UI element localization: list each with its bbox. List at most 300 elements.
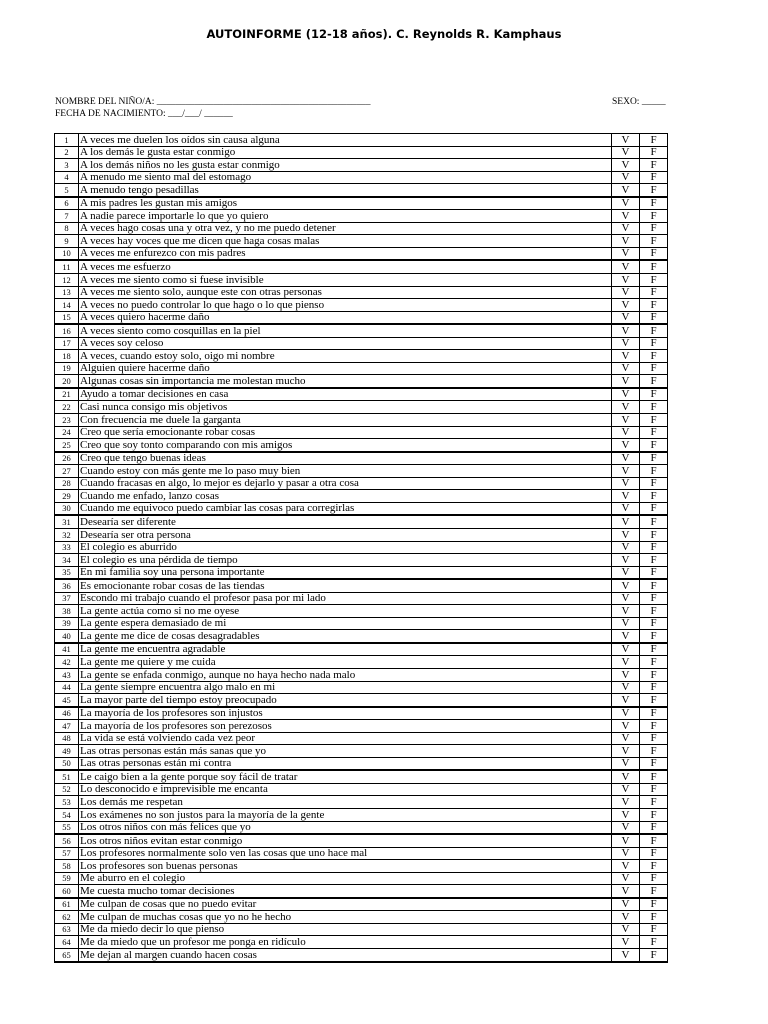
table-row: [55, 477, 668, 490]
item-number: 4: [55, 171, 79, 184]
answer-true-option[interactable]: V: [612, 299, 640, 312]
table-row: [55, 197, 668, 210]
item-number: 49: [55, 745, 79, 758]
item-statement: La gente me dice de cosas desagradables: [79, 630, 612, 643]
table-row: [55, 146, 668, 159]
answer-false-option[interactable]: F: [640, 847, 668, 860]
answer-false-option[interactable]: F: [640, 936, 668, 949]
item-statement: La gente siempre encuentra algo malo en mi: [79, 681, 612, 694]
table-row: [55, 694, 668, 707]
answer-true-option[interactable]: V: [612, 286, 640, 299]
answer-false-option[interactable]: F: [640, 375, 668, 388]
item-statement: Me cuesta mucho tomar decisiones: [79, 885, 612, 898]
table-row: [55, 720, 668, 733]
table-row: [55, 337, 668, 350]
answer-true-option[interactable]: V: [612, 210, 640, 223]
answer-true-option[interactable]: V: [612, 668, 640, 681]
item-number: 3: [55, 159, 79, 172]
table-row: [55, 630, 668, 643]
item-number: 42: [55, 656, 79, 669]
item-statement: Me da miedo decir lo que pienso: [79, 923, 612, 936]
table-row: [55, 515, 668, 528]
table-row: [55, 452, 668, 465]
answer-true-option[interactable]: V: [612, 184, 640, 197]
table-row: [55, 911, 668, 924]
answer-false-option[interactable]: F: [640, 515, 668, 528]
answer-true-option[interactable]: V: [612, 171, 640, 184]
table-row: [55, 171, 668, 184]
answer-false-option[interactable]: F: [640, 388, 668, 401]
answer-true-option[interactable]: V: [612, 375, 640, 388]
answer-false-option[interactable]: F: [640, 783, 668, 796]
answer-true-option[interactable]: V: [612, 808, 640, 821]
item-number: 50: [55, 757, 79, 770]
item-number: 12: [55, 274, 79, 287]
answer-false-option[interactable]: F: [640, 592, 668, 605]
item-number: 31: [55, 515, 79, 528]
item-statement: A veces, cuando estoy solo, oigo mi nombre: [79, 350, 612, 363]
item-statement: Es emocionante robar cosas de las tiendas: [79, 579, 612, 592]
answer-true-option[interactable]: V: [612, 401, 640, 414]
answer-true-option[interactable]: V: [612, 337, 640, 350]
answer-true-option[interactable]: V: [612, 783, 640, 796]
answer-false-option[interactable]: F: [640, 566, 668, 579]
answer-true-option[interactable]: V: [612, 579, 640, 592]
item-statement: La gente se enfada conmigo, aunque no haya hecho nada malo: [79, 668, 612, 681]
answer-false-option[interactable]: F: [640, 426, 668, 439]
answer-true-option[interactable]: V: [612, 872, 640, 885]
table-row: [55, 299, 668, 312]
answer-true-option[interactable]: V: [612, 923, 640, 936]
item-statement: A veces quiero hacerme daño: [79, 311, 612, 324]
table-row: [55, 566, 668, 579]
table-row: [55, 643, 668, 656]
answer-true-option[interactable]: V: [612, 452, 640, 465]
item-statement: A veces siento como cosquillas en la piel: [79, 324, 612, 337]
answer-false-option[interactable]: F: [640, 617, 668, 630]
answer-false-option[interactable]: F: [640, 605, 668, 618]
item-number: 1: [55, 134, 79, 147]
answer-false-option[interactable]: F: [640, 949, 668, 962]
item-number: 17: [55, 337, 79, 350]
answer-false-option[interactable]: F: [640, 720, 668, 733]
item-number: 23: [55, 414, 79, 427]
item-statement: Las otras personas están mi contra: [79, 757, 612, 770]
answer-true-option[interactable]: V: [612, 324, 640, 337]
item-statement: Creo que soy tonto comparando con mis amigos: [79, 439, 612, 452]
answer-false-option[interactable]: F: [640, 630, 668, 643]
answer-true-option[interactable]: V: [612, 770, 640, 783]
answer-false-option[interactable]: F: [640, 502, 668, 515]
answer-false-option[interactable]: F: [640, 668, 668, 681]
answer-false-option[interactable]: F: [640, 324, 668, 337]
item-number: 26: [55, 452, 79, 465]
item-statement: La mayoría de los profesores son perezosos: [79, 720, 612, 733]
answer-false-option[interactable]: F: [640, 796, 668, 809]
document-title: AUTOINFORME (12-18 años). C. Reynolds R. Kamphaus: [206, 27, 562, 41]
item-statement: Los profesores normalmente solo ven las cosas que uno hace mal: [79, 847, 612, 860]
table-row: [55, 885, 668, 898]
table-row: [55, 362, 668, 375]
item-number: 6: [55, 197, 79, 210]
answer-true-option[interactable]: V: [612, 528, 640, 541]
table-row: [55, 592, 668, 605]
item-number: 43: [55, 668, 79, 681]
item-number: 25: [55, 439, 79, 452]
table-row: [55, 286, 668, 299]
item-statement: A veces me duelen los oídos sin causa alguna: [79, 134, 612, 147]
answer-false-option[interactable]: F: [640, 528, 668, 541]
answer-false-option[interactable]: F: [640, 235, 668, 248]
answer-true-option[interactable]: V: [612, 159, 640, 172]
item-statement: A menudo tengo pesadillas: [79, 184, 612, 197]
item-number: 51: [55, 770, 79, 783]
item-statement: A veces me esfuerzo: [79, 260, 612, 273]
item-statement: A mis padres les gustan mis amigos: [79, 197, 612, 210]
answer-true-option[interactable]: V: [612, 720, 640, 733]
item-number: 62: [55, 911, 79, 924]
answer-false-option[interactable]: F: [640, 656, 668, 669]
answer-true-option[interactable]: V: [612, 681, 640, 694]
table-row: [55, 260, 668, 273]
item-number: 65: [55, 949, 79, 962]
item-statement: La gente me quiere y me cuida: [79, 656, 612, 669]
answer-true-option[interactable]: V: [612, 707, 640, 720]
answer-false-option[interactable]: F: [640, 923, 668, 936]
item-statement: Cuando me equivoco puedo cambiar las cosas para corregirlas: [79, 502, 612, 515]
answer-true-option[interactable]: V: [612, 247, 640, 260]
item-number: 54: [55, 808, 79, 821]
item-number: 33: [55, 541, 79, 554]
table-row: [55, 757, 668, 770]
item-statement: La gente me encuentra agradable: [79, 643, 612, 656]
answer-false-option[interactable]: F: [640, 834, 668, 847]
answer-false-option[interactable]: F: [640, 362, 668, 375]
answer-false-option[interactable]: F: [640, 210, 668, 223]
answer-false-option[interactable]: F: [640, 770, 668, 783]
answer-false-option[interactable]: F: [640, 184, 668, 197]
answer-true-option[interactable]: V: [612, 362, 640, 375]
item-number: 56: [55, 834, 79, 847]
answer-false-option[interactable]: F: [640, 134, 668, 147]
answer-true-option[interactable]: V: [612, 235, 640, 248]
table-row: [55, 821, 668, 834]
table-row: [55, 770, 668, 783]
answer-true-option[interactable]: V: [612, 134, 640, 147]
answer-true-option[interactable]: V: [612, 936, 640, 949]
item-statement: Los profesores son buenas personas: [79, 860, 612, 873]
answer-true-option[interactable]: V: [612, 515, 640, 528]
table-row: [55, 656, 668, 669]
answer-false-option[interactable]: F: [640, 643, 668, 656]
answer-true-option[interactable]: V: [612, 643, 640, 656]
table-row: [55, 936, 668, 949]
item-statement: Los demás me respetan: [79, 796, 612, 809]
item-number: 34: [55, 554, 79, 567]
answer-true-option[interactable]: V: [612, 911, 640, 924]
answer-false-option[interactable]: F: [640, 286, 668, 299]
item-statement: Cuando me enfado, lanzo cosas: [79, 490, 612, 503]
item-number: 46: [55, 707, 79, 720]
answer-true-option[interactable]: V: [612, 617, 640, 630]
item-number: 40: [55, 630, 79, 643]
table-row: [55, 668, 668, 681]
item-number: 27: [55, 465, 79, 478]
item-number: 48: [55, 732, 79, 745]
table-row: [55, 502, 668, 515]
item-number: 20: [55, 375, 79, 388]
answer-false-option[interactable]: F: [640, 477, 668, 490]
answer-true-option[interactable]: V: [612, 732, 640, 745]
answer-false-option[interactable]: F: [640, 350, 668, 363]
table-row: [55, 554, 668, 567]
item-number: 63: [55, 923, 79, 936]
item-statement: Con frecuencia me duele la garganta: [79, 414, 612, 427]
item-statement: Le caigo bien a la gente porque soy fácil de tratar: [79, 770, 612, 783]
item-statement: El colegio es una pérdida de tiempo: [79, 554, 612, 567]
table-row: [55, 401, 668, 414]
table-row: [55, 745, 668, 758]
item-statement: Creo que sería emocionante robar cosas: [79, 426, 612, 439]
answer-true-option[interactable]: V: [612, 745, 640, 758]
item-statement: Cuando estoy con más gente me lo paso muy bien: [79, 465, 612, 478]
item-number: 53: [55, 796, 79, 809]
item-statement: Desearía ser otra persona: [79, 528, 612, 541]
answer-false-option[interactable]: F: [640, 247, 668, 260]
table-row: [55, 796, 668, 809]
item-statement: Ayudo a tomar decisiones en casa: [79, 388, 612, 401]
item-statement: Me dejan al margen cuando hacen cosas: [79, 949, 612, 962]
item-number: 32: [55, 528, 79, 541]
answer-true-option[interactable]: V: [612, 656, 640, 669]
item-number: 15: [55, 311, 79, 324]
answer-true-option[interactable]: V: [612, 274, 640, 287]
answer-false-option[interactable]: F: [640, 732, 668, 745]
item-statement: A veces me siento solo, aunque este con otras personas: [79, 286, 612, 299]
child-name-field[interactable]: NOMBRE DEL NIÑO/A: _____________________________________________: [55, 97, 371, 107]
item-statement: La mayor parte del tiempo estoy preocupado: [79, 694, 612, 707]
answer-true-option[interactable]: V: [612, 490, 640, 503]
answer-false-option[interactable]: F: [640, 541, 668, 554]
answer-true-option[interactable]: V: [612, 414, 640, 427]
table-row: [55, 808, 668, 821]
item-statement: Los otros niños evitan estar conmigo: [79, 834, 612, 847]
answer-false-option[interactable]: F: [640, 299, 668, 312]
table-row: [55, 490, 668, 503]
item-statement: Casi nunca consigo mis objetivos: [79, 401, 612, 414]
table-row: [55, 375, 668, 388]
answer-true-option[interactable]: V: [612, 350, 640, 363]
table-row: [55, 707, 668, 720]
answer-true-option[interactable]: V: [612, 834, 640, 847]
answer-true-option[interactable]: V: [612, 388, 640, 401]
item-statement: A menudo me siento mal del estomago: [79, 171, 612, 184]
item-statement: A veces hago cosas una y otra vez, y no me puedo detener: [79, 222, 612, 235]
item-statement: Me aburro en el colegio: [79, 872, 612, 885]
answer-false-option[interactable]: F: [640, 821, 668, 834]
table-row: [55, 388, 668, 401]
item-number: 38: [55, 605, 79, 618]
answer-false-option[interactable]: F: [640, 872, 668, 885]
answer-true-option[interactable]: V: [612, 222, 640, 235]
answer-false-option[interactable]: F: [640, 222, 668, 235]
item-number: 5: [55, 184, 79, 197]
answer-true-option[interactable]: V: [612, 630, 640, 643]
answer-true-option[interactable]: V: [612, 821, 640, 834]
answer-false-option[interactable]: F: [640, 401, 668, 414]
table-row: [55, 872, 668, 885]
answer-true-option[interactable]: V: [612, 757, 640, 770]
answer-false-option[interactable]: F: [640, 337, 668, 350]
item-statement: A veces hay voces que me dicen que haga cosas malas: [79, 235, 612, 248]
item-number: 21: [55, 388, 79, 401]
answer-false-option[interactable]: F: [640, 159, 668, 172]
table-row: [55, 274, 668, 287]
answer-false-option[interactable]: F: [640, 681, 668, 694]
answer-false-option[interactable]: F: [640, 274, 668, 287]
answer-false-option[interactable]: F: [640, 808, 668, 821]
birth-date-field[interactable]: FECHA DE NACIMIENTO: ___/___/ ______: [55, 109, 233, 119]
item-number: 28: [55, 477, 79, 490]
table-row: [55, 949, 668, 962]
item-statement: Cuando fracasas en algo, lo mejor es dejarlo y pasar a otra cosa: [79, 477, 612, 490]
answer-true-option[interactable]: V: [612, 949, 640, 962]
item-number: 59: [55, 872, 79, 885]
item-statement: Los otros niños con más felices que yo: [79, 821, 612, 834]
answer-false-option[interactable]: F: [640, 465, 668, 478]
item-number: 58: [55, 860, 79, 873]
item-number: 30: [55, 502, 79, 515]
answer-true-option[interactable]: V: [612, 439, 640, 452]
table-row: [55, 247, 668, 260]
table-row: [55, 222, 668, 235]
item-number: 64: [55, 936, 79, 949]
answer-false-option[interactable]: F: [640, 707, 668, 720]
answer-false-option[interactable]: F: [640, 452, 668, 465]
table-row: [55, 159, 668, 172]
answer-true-option[interactable]: V: [612, 898, 640, 911]
table-row: [55, 923, 668, 936]
item-statement: A los demás niños no les gusta estar conmigo: [79, 159, 612, 172]
item-statement: Creo que tengo buenas ideas: [79, 452, 612, 465]
answer-true-option[interactable]: V: [612, 197, 640, 210]
answer-false-option[interactable]: F: [640, 757, 668, 770]
answer-true-option[interactable]: V: [612, 260, 640, 273]
answer-true-option[interactable]: V: [612, 885, 640, 898]
item-statement: Algunas cosas sin importancia me molestan mucho: [79, 375, 612, 388]
item-number: 10: [55, 247, 79, 260]
item-number: 44: [55, 681, 79, 694]
item-number: 36: [55, 579, 79, 592]
table-row: [55, 579, 668, 592]
answer-true-option[interactable]: V: [612, 426, 640, 439]
table-row: [55, 898, 668, 911]
sex-field[interactable]: SEXO: _____: [612, 97, 666, 107]
table-row: [55, 617, 668, 630]
answer-false-option[interactable]: F: [640, 745, 668, 758]
answer-true-option[interactable]: V: [612, 311, 640, 324]
answer-true-option[interactable]: V: [612, 502, 640, 515]
answer-false-option[interactable]: F: [640, 579, 668, 592]
item-statement: Me culpan de cosas que no puedo evitar: [79, 898, 612, 911]
table-row: [55, 210, 668, 223]
answer-false-option[interactable]: F: [640, 414, 668, 427]
answer-false-option[interactable]: F: [640, 171, 668, 184]
item-number: 9: [55, 235, 79, 248]
item-statement: Las otras personas están más sanas que yo: [79, 745, 612, 758]
item-statement: Alguien quiere hacerme daño: [79, 362, 612, 375]
answer-true-option[interactable]: V: [612, 465, 640, 478]
table-row: [55, 732, 668, 745]
answer-true-option[interactable]: V: [612, 477, 640, 490]
answer-true-option[interactable]: V: [612, 847, 640, 860]
answer-false-option[interactable]: F: [640, 311, 668, 324]
table-row: [55, 605, 668, 618]
item-number: 2: [55, 146, 79, 159]
answer-true-option[interactable]: V: [612, 592, 640, 605]
item-statement: Me da miedo que un profesor me ponga en ridículo: [79, 936, 612, 949]
answer-true-option[interactable]: V: [612, 554, 640, 567]
item-statement: A veces soy celoso: [79, 337, 612, 350]
table-row: [55, 541, 668, 554]
answer-false-option[interactable]: F: [640, 911, 668, 924]
answer-false-option[interactable]: F: [640, 146, 668, 159]
item-statement: A nadie parece importarle lo que yo quiero: [79, 210, 612, 223]
answer-false-option[interactable]: F: [640, 260, 668, 273]
item-statement: La gente espera demasiado de mi: [79, 617, 612, 630]
answer-true-option[interactable]: V: [612, 541, 640, 554]
answer-false-option[interactable]: F: [640, 898, 668, 911]
answer-false-option[interactable]: F: [640, 439, 668, 452]
item-number: 35: [55, 566, 79, 579]
answer-false-option[interactable]: F: [640, 694, 668, 707]
answer-true-option[interactable]: V: [612, 796, 640, 809]
table-row: [55, 439, 668, 452]
answer-false-option[interactable]: F: [640, 860, 668, 873]
table-row: [55, 311, 668, 324]
questionnaire-table: [54, 133, 668, 963]
table-row: [55, 834, 668, 847]
answer-false-option[interactable]: F: [640, 490, 668, 503]
answer-true-option[interactable]: V: [612, 605, 640, 618]
answer-true-option[interactable]: V: [612, 146, 640, 159]
item-number: 7: [55, 210, 79, 223]
table-row: [55, 414, 668, 427]
answer-true-option[interactable]: V: [612, 860, 640, 873]
item-number: 8: [55, 222, 79, 235]
table-row: [55, 350, 668, 363]
answer-false-option[interactable]: F: [640, 197, 668, 210]
item-number: 52: [55, 783, 79, 796]
item-number: 16: [55, 324, 79, 337]
table-row: [55, 783, 668, 796]
answer-true-option[interactable]: V: [612, 566, 640, 579]
item-number: 19: [55, 362, 79, 375]
answer-false-option[interactable]: F: [640, 885, 668, 898]
item-statement: Lo desconocido e imprevisible me encanta: [79, 783, 612, 796]
item-number: 57: [55, 847, 79, 860]
item-number: 37: [55, 592, 79, 605]
table-row: [55, 847, 668, 860]
item-number: 18: [55, 350, 79, 363]
answer-false-option[interactable]: F: [640, 554, 668, 567]
answer-true-option[interactable]: V: [612, 694, 640, 707]
table-row: [55, 235, 668, 248]
item-statement: Me culpan de muchas cosas que yo no he hecho: [79, 911, 612, 924]
table-row: [55, 681, 668, 694]
item-number: 61: [55, 898, 79, 911]
item-statement: A veces no puedo controlar lo que hago o lo que pienso: [79, 299, 612, 312]
